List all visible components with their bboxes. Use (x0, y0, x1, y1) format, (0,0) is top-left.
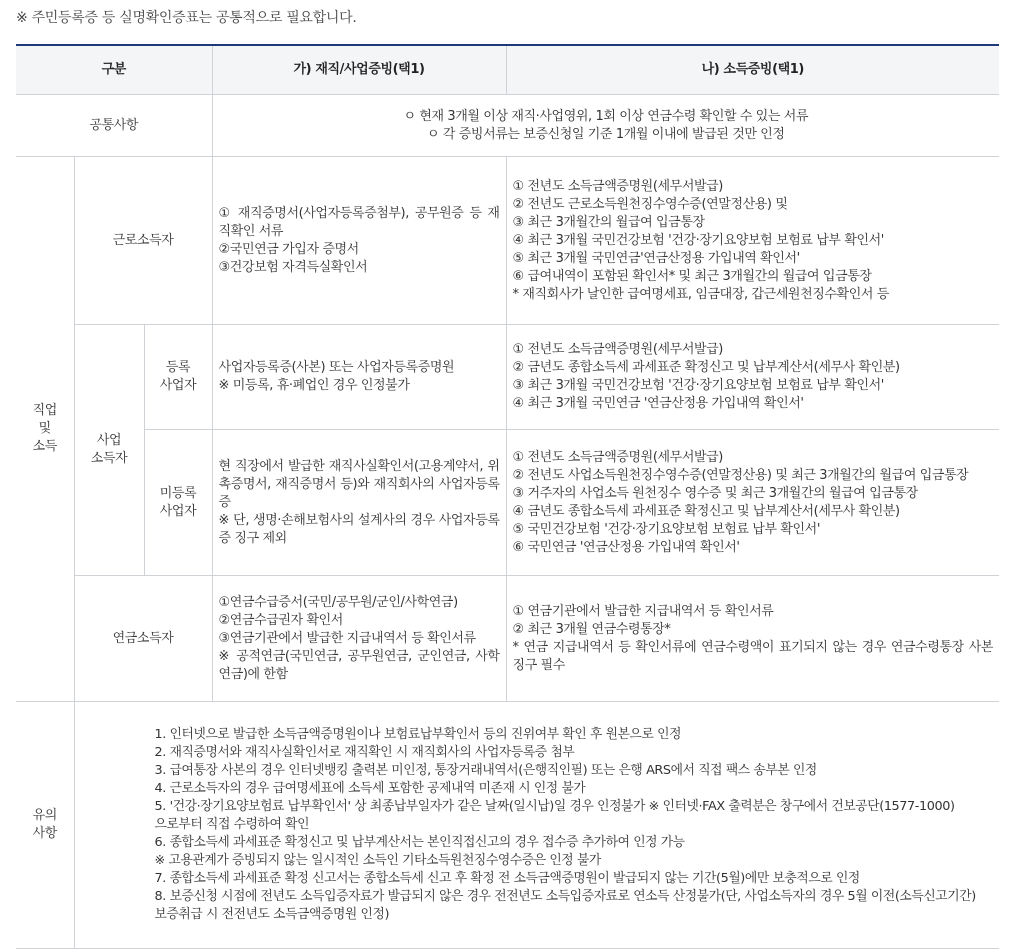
doc-line: ① 재직증명서(사업자등록증첨부), 공무원증 등 재직확인 서류 (218, 205, 500, 239)
doc-line: ① 연금기관에서 발급한 지급내역서 등 확인서류 (512, 603, 774, 619)
business-income-label: 사업 소득자 (74, 325, 144, 576)
doc-line: ※ 미등록, 휴·폐업인 경우 인정불가 (218, 378, 410, 393)
doc-line: ⑥ 국민연금 '연금산정용 가입내역 확인서' (512, 539, 740, 555)
doc-line: ② 최근 3개월 연금수령통장* (512, 621, 671, 637)
unregistered-income-docs (506, 430, 999, 576)
pension-income-docs (506, 576, 999, 702)
note-line: 으로부터 직접 수령하여 확인 (154, 817, 310, 832)
doc-line: ②연금수급권자 확인서 (218, 612, 343, 628)
pension-income-label: 연금소득자 (74, 576, 212, 702)
doc-line: ①연금수급증서(국민/공무원/군인/사학연금) (218, 594, 458, 610)
registered-business-label: 등록 사업자 (144, 325, 212, 430)
common-line: ㅇ 현재 3개월 이상 재직·사업영위, 1회 이상 연금수령 확인할 수 있는 서류 (403, 108, 809, 124)
earned-employment-docs (212, 157, 506, 325)
common-content (212, 95, 999, 157)
doc-line: ④ 최근 3개월 국민연금 '연금산정용 가입내역 확인서' (512, 396, 804, 411)
table-row-unregistered-business (16, 430, 999, 576)
note-line: 6. 종합소득세 과세표준 확정신고 및 납부계산서는 본인직접신고의 경우 접수증 추가하여 인정 가능 (154, 835, 685, 850)
doc-line: ※ 공적연금(국민연금, 공무원연금, 군인연금, 사학연금)에 한함 (218, 648, 500, 682)
pension-employment-docs (212, 576, 506, 702)
doc-line: * 연금 지급내역서 등 확인서류에 연금수령액이 표기되지 않는 경우 연금수령통장 사본 징구 필수 (512, 639, 994, 673)
note-line: 4. 근로소득자의 경우 급여명세표에 소득세 포함한 공제내역 미존재 시 인정 불가 (154, 781, 586, 796)
common-label: 공통사항 (16, 95, 212, 157)
doc-line: ⑥ 급여내역이 포함된 확인서* 및 최근 3개월간의 월급여 입금통장 (512, 268, 872, 284)
header-income-proof: 나) 소득증빙(택1) (506, 45, 999, 95)
doc-line: 사업자등록증(사본) 또는 사업자등록증명원 (218, 360, 455, 375)
doc-line: ① 전년도 소득금액증명원(세무서발급) (512, 178, 723, 194)
table-row-registered-business (16, 325, 999, 430)
doc-line: * 재직회사가 날인한 급여명세표, 임금대장, 갑근세원천징수확인서 등 (512, 286, 889, 302)
doc-line: ③건강보험 자격득실확인서 (218, 259, 368, 275)
doc-line: ③ 최근 3개월간의 월급여 입금통장 (512, 214, 705, 230)
doc-line: ④ 최근 3개월 국민건강보험 '건강·장기요양보험 보험료 납부 확인서' (512, 232, 884, 248)
note-line: 1. 인터넷으로 발급한 소득금액증명원이나 보험료납부확인서 등의 진위여부 확인 후 원본으로 인정 (154, 727, 682, 742)
doc-line: ④ 금년도 종합소득세 과세표준 확정신고 및 납부계산서(세무사 확인분) (512, 503, 900, 519)
doc-line: ⑤ 국민건강보험 '건강·장기요양보험 보험료 납부 확인서' (512, 521, 821, 537)
doc-line: ① 전년도 소득금액증명원(세무서발급) (512, 449, 723, 465)
header-employment-proof: 가) 재직/사업증빙(택1) (212, 45, 506, 95)
unregistered-employment-docs (212, 430, 506, 576)
earned-income-label: 근로소득자 (74, 157, 212, 325)
doc-line: ② 전년도 근로소득원천징수영수증(연말정산용) 및 (512, 196, 788, 212)
note-line: 8. 보증신청 시점에 전년도 소득입증자료가 발급되지 않은 경우 전전년도 소득입증자료로 연소득 산정불가(단, 사업소득자의 경우 5월 이전(소득신고기간) (154, 889, 976, 904)
requirements-table (16, 44, 999, 949)
doc-line: ② 금년도 종합소득세 과세표준 확정신고 및 납부계산서(세무사 확인분) (512, 360, 900, 375)
group-label-job-income: 직업 및 소득 (16, 157, 74, 702)
table-row-notes (16, 702, 999, 949)
table-row-common (16, 95, 999, 157)
table-header-row (16, 45, 999, 95)
doc-line: 현 직장에서 발급한 재직사실확인서(고용계약서, 위촉증명서, 재직증명서 등)와 재직회사의 사업자등록증 (218, 458, 500, 510)
note-line: 5. '건강·장기요양보험료 납부확인서' 상 최종납부일자가 같은 날짜(일시납)일 경우 인정불가 ※ 인터넷·FAX 출력분은 창구에서 건보공단(1577-1000) (154, 799, 955, 814)
unregistered-business-label: 미등록 사업자 (144, 430, 212, 576)
notice-text: ※ 주민등록증 등 실명확인증표는 공통적으로 필요합니다. (16, 10, 357, 26)
table-row-earned-income (16, 157, 999, 325)
doc-line: ②국민연금 가입자 증명서 (218, 241, 359, 257)
registered-income-docs (506, 325, 999, 430)
table-row-pension-income (16, 576, 999, 702)
earned-income-docs (506, 157, 999, 325)
note-line: 보증취급 시 전전년도 소득금액증명원 인정) (154, 907, 390, 922)
doc-line: ① 전년도 소득금액증명원(세무서발급) (512, 342, 723, 357)
registered-employment-docs (212, 325, 506, 430)
doc-line: ③ 최근 3개월 국민건강보험 '건강·장기요양보험 보험료 납부 확인서' (512, 378, 884, 393)
doc-line: ※ 단, 생명·손해보험사의 설계사의 경우 사업자등록증 징구 제외 (218, 512, 500, 546)
doc-line: ⑤ 최근 3개월 국민연금'연금산정용 가입내역 확인서' (512, 250, 800, 266)
doc-line: ③ 거주자의 사업소득 원천징수 영수증 및 최근 3개월간의 월급여 입금통장 (512, 485, 918, 501)
note-line: ※ 고용관계가 증빙되지 않는 일시적인 소득인 기타소득원천징수영수증은 인정 불가 (154, 853, 601, 868)
doc-line: ③연금기관에서 발급한 지급내역서 등 확인서류 (218, 630, 476, 646)
notes-label: 유의 사항 (16, 702, 74, 949)
note-line: 3. 급여통장 사본의 경우 인터넷뱅킹 출력본 미인정, 통장거래내역서(은행직인필) 또는 은행 ARS에서 직접 팩스 송부본 인정 (154, 763, 817, 778)
common-line: ㅇ 각 증빙서류는 보증신청일 기준 1개월 이내에 발급된 것만 인정 (426, 126, 785, 142)
note-line: 7. 종합소득세 과세표준 확정 신고서는 종합소득세 신고 후 확정 전 소득금액증명원이 발급되지 않는 기간(5월)에만 보충적으로 인정 (154, 871, 860, 886)
header-category: 구분 (16, 45, 212, 95)
doc-line: ② 전년도 사업소득원천징수영수증(연말정산용) 및 최근 3개월간의 월급여 입금통장 (512, 467, 969, 483)
note-line: 2. 재직증명서와 재직사실확인서로 재직확인 시 재직회사의 사업자등록증 첨부 (154, 745, 575, 760)
notes-content (74, 702, 999, 949)
